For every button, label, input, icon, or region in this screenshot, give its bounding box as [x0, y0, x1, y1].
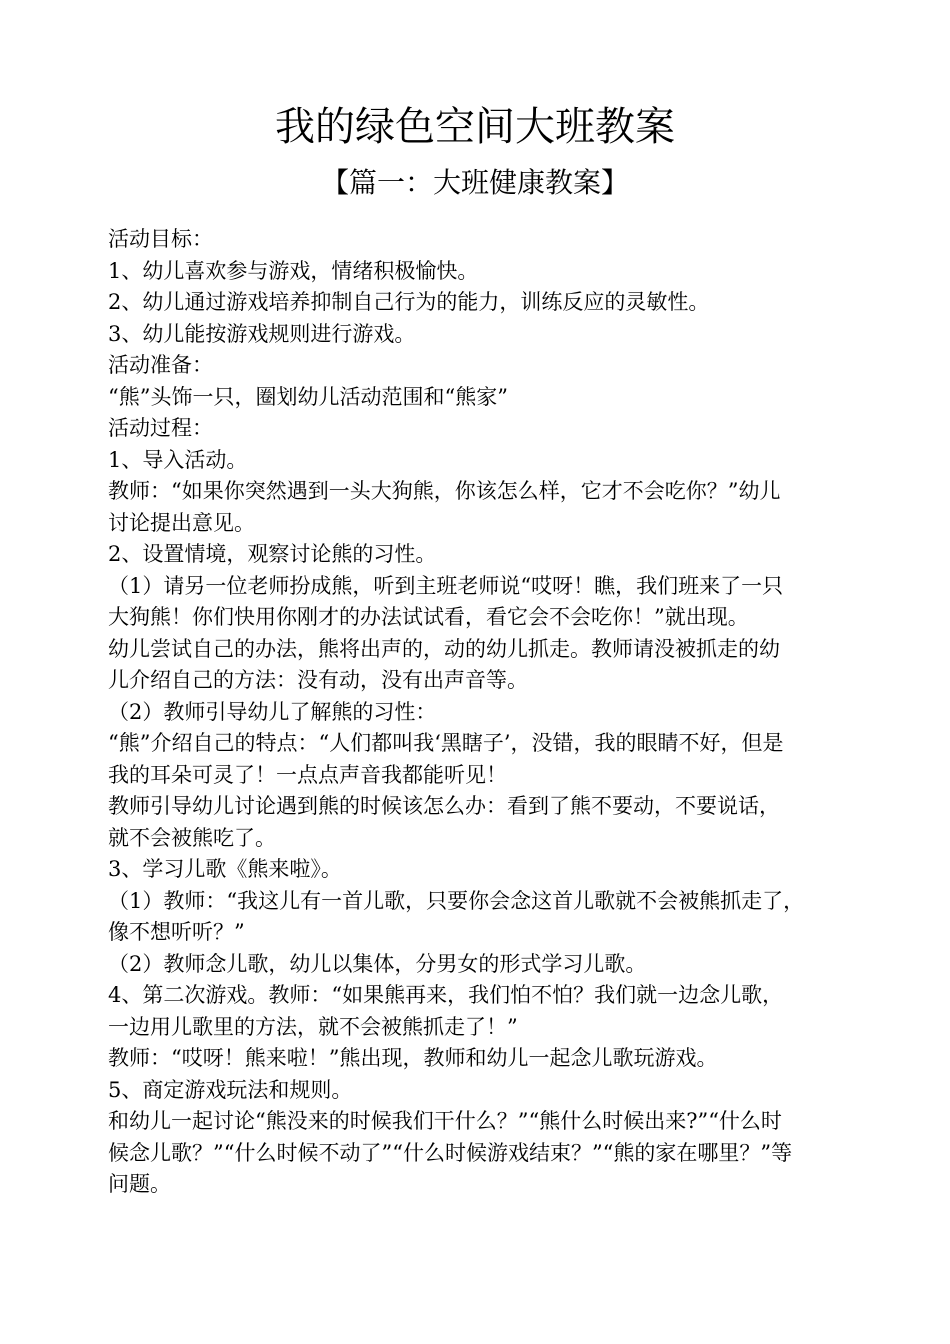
body-line: 活动过程：: [108, 416, 213, 440]
document-title: 我的绿色空间大班教案: [275, 104, 675, 150]
body-line: 讨论提出意见。: [108, 510, 255, 535]
body-line: 幼儿尝试自己的办法，熊将出声的，动的幼儿抓走。教师请没被抓走的幼: [108, 636, 780, 661]
body-line: 一边用儿歌里的方法，就不会被熊抓走了！”: [108, 1014, 518, 1039]
body-line: “熊”介绍自己的特点：“人们都叫我‘黑瞎子’，没错，我的眼睛不好，但是: [108, 731, 784, 755]
body-line: 大狗熊！你们快用你刚才的办法试试看，看它会不会吃你！”就出现。: [108, 605, 749, 629]
body-line: （2）教师念儿歌，幼儿以集体，分男女的形式学习儿歌。: [108, 951, 647, 976]
body-line: （1）教师：“我这儿有一首儿歌，只要你会念这首儿歌就不会被熊抓走了，: [108, 888, 805, 913]
body-line: 教师引导幼儿讨论遇到熊的时候该怎么办：看到了熊不要动，不要说话，: [108, 794, 780, 818]
body-line: 活动目标：: [108, 227, 213, 251]
body-line: 儿介绍自己的方法：没有动，没有出声音等。: [108, 668, 528, 692]
body-line: （1）请另一位老师扮成熊，听到主班老师说“哎呀！瞧，我们班来了一只: [108, 573, 784, 598]
document-body: [108, 224, 868, 1201]
body-line: 像不想听听？”: [108, 920, 245, 944]
body-line: 和幼儿一起讨论“熊没来的时候我们干什么？”“熊什么时候出来?”“什么时: [108, 1109, 782, 1133]
body-line: 活动准备：: [108, 353, 213, 377]
body-line: 候念儿歌？”“什么时候不动了”“什么时候游戏结束？”“熊的家在哪里？”等: [108, 1140, 793, 1165]
body-line: “熊”头饰一只，圈划幼儿活动范围和“熊家”: [108, 384, 508, 409]
body-line: 3、幼儿能按游戏规则进行游戏。: [108, 321, 416, 346]
body-line: 就不会被熊吃了。: [108, 825, 276, 850]
body-line: 2、设置情境，观察讨论熊的习性。: [108, 542, 437, 566]
body-line: 3、学习儿歌《熊来啦》。: [108, 857, 342, 881]
document-subtitle: 【篇一：大班健康教案】: [320, 166, 629, 199]
body-line: 我的耳朵可灵了！一点点声音我都能听见！: [108, 762, 507, 787]
body-line: 1、幼儿喜欢参与游戏，情绪积极愉快。: [108, 258, 479, 283]
body-line: 1、导入活动。: [108, 447, 248, 472]
body-line: 问题。: [108, 1172, 171, 1196]
body-line: 5、商定游戏玩法和规则。: [108, 1077, 353, 1102]
body-line: 4、第二次游戏。教师：“如果熊再来，我们怕不怕？我们就一边念儿歌，: [108, 983, 784, 1007]
body-line: 教师：“哎呀！熊来啦！”熊出现，教师和幼儿一起念儿歌玩游戏。: [108, 1046, 718, 1070]
body-line: （2）教师引导幼儿了解熊的习性：: [108, 699, 437, 724]
body-line: 教师：“如果你突然遇到一头大狗熊，你该怎么样，它才不会吃你？”幼儿: [108, 479, 781, 503]
body-line: 2、幼儿通过游戏培养抑制自己行为的能力，训练反应的灵敏性。: [108, 290, 710, 314]
